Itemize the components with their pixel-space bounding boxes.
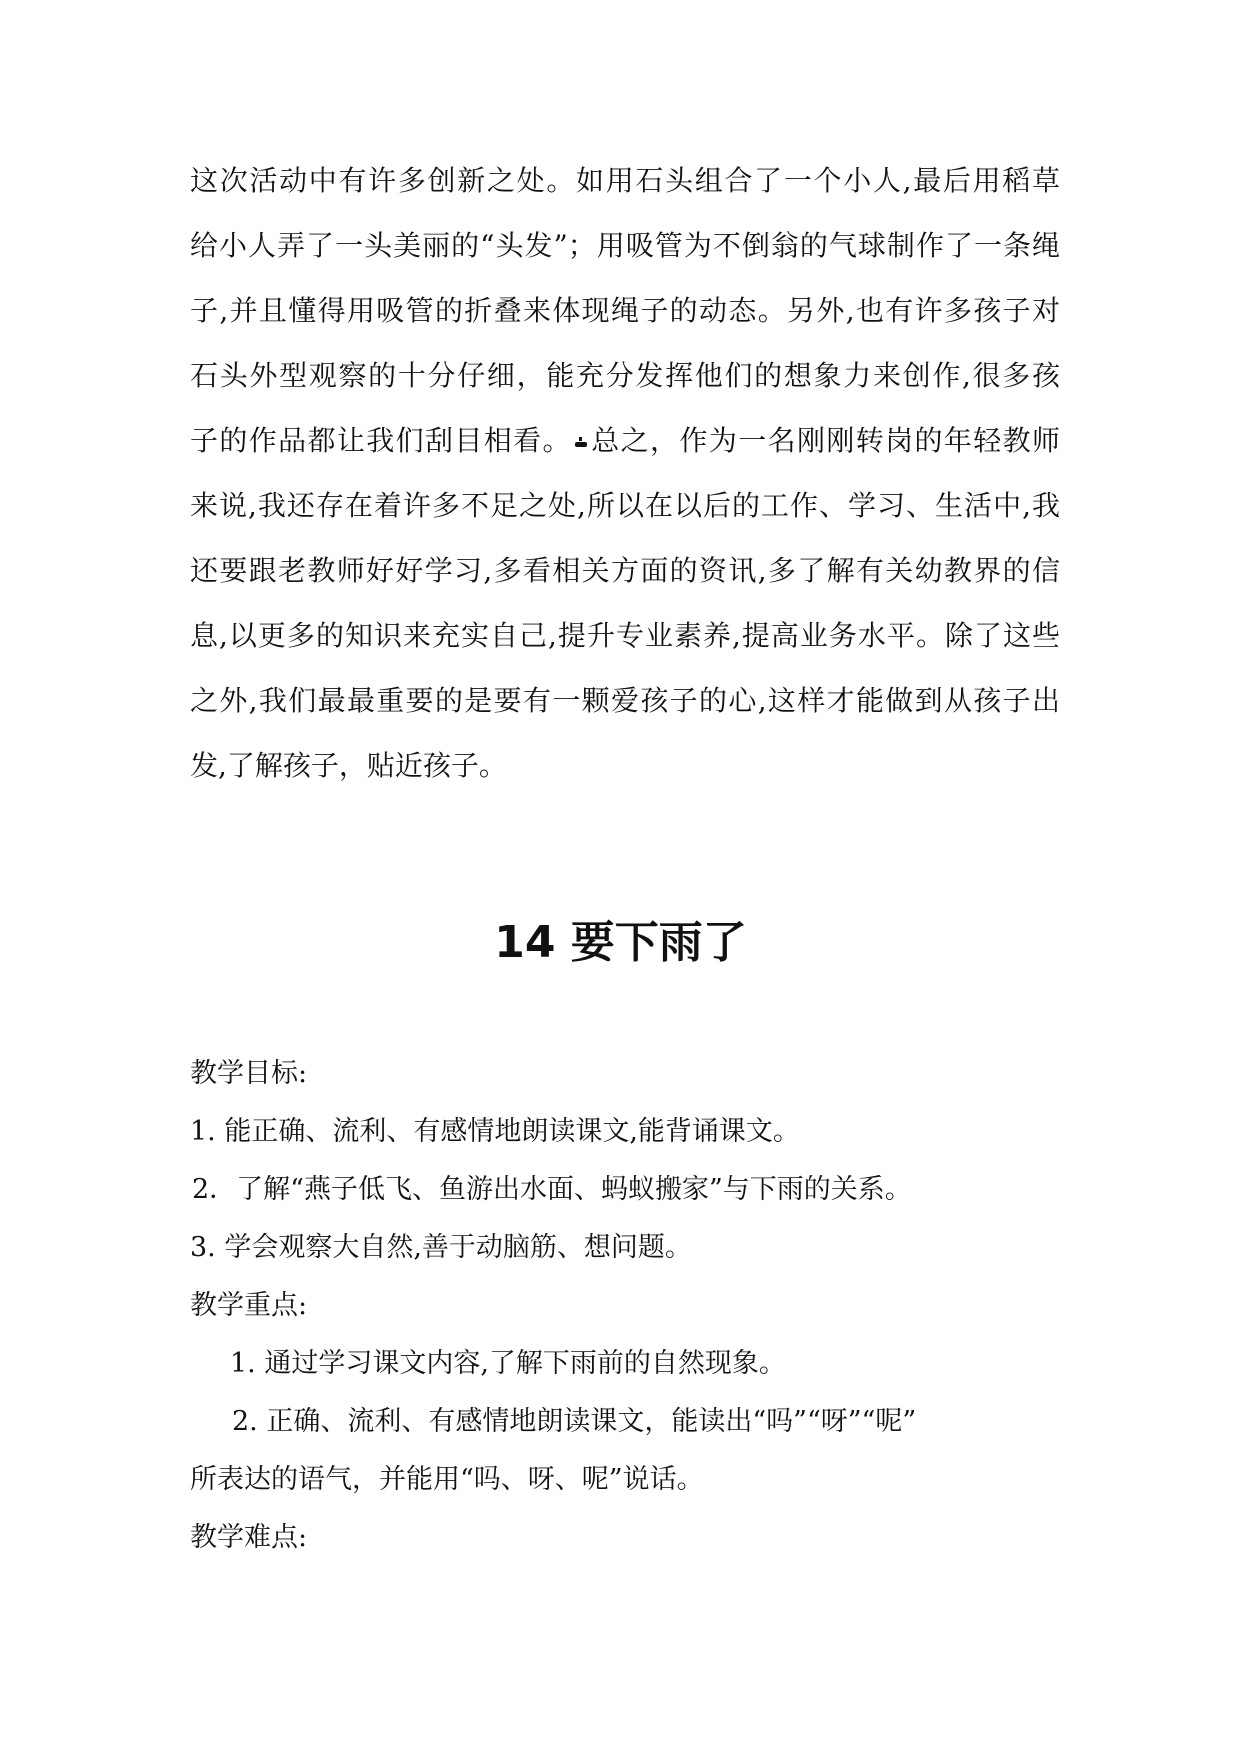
paragraph-marker-icon xyxy=(574,437,588,447)
paragraph-text: 子的作品都让我们刮目相看。 xyxy=(190,424,572,457)
paragraph-line: 还要跟老教师好好学习,多看相关方面的资讯,多了解有关幼教界的信 xyxy=(190,554,1060,587)
paragraph-line: 给小人弄了一头美丽的“头发”；用吸管为不倒翁的气球制作了一条绳 xyxy=(190,229,1060,262)
paragraph-line: 子,并且懂得用吸管的折叠来体现绳子的动态。另外,也有许多孩子对 xyxy=(190,294,1060,327)
paragraph-line xyxy=(190,424,1060,458)
paragraph-line: 之外,我们最最重要的是要有一颗爱孩子的心,这样才能做到从孩子出 xyxy=(190,684,1060,717)
key-point-item: 1. 通过学习课文内容,了解下雨前的自然现象。 xyxy=(230,1348,786,1379)
paragraph-line: 来说,我还存在着许多不足之处,所以在以后的工作、学习、生活中,我 xyxy=(190,489,1060,522)
goal-item: 3. 学会观察大自然,善于动脑筋、想问题。 xyxy=(190,1232,692,1263)
paragraph-text: 总之，作为一名刚刚转岗的年轻教师 xyxy=(589,424,1060,457)
paragraph-line: 这次活动中有许多创新之处。如用石头组合了一个小人,最后用稻草 xyxy=(190,164,1060,197)
paragraph-line: 息,以更多的知识来充实自己,提升专业素养,提高业务水平。除了这些 xyxy=(190,619,1060,652)
lesson-title: 14 要下雨了 xyxy=(494,917,747,968)
key-point-item: 2. 正确、流利、有感情地朗读课文，能读出“吗”“呀”“呢” xyxy=(232,1406,917,1437)
difficulties-heading: 教学难点: xyxy=(190,1522,308,1553)
goal-item: 1. 能正确、流利、有感情地朗读课文,能背诵课文。 xyxy=(190,1116,800,1147)
paragraph-line: 发,了解孩子，贴近孩子。 xyxy=(190,749,507,782)
key-point-continuation: 所表达的语气，并能用“吗、呀、呢”说话。 xyxy=(190,1464,704,1495)
key-points-heading: 教学重点: xyxy=(190,1290,308,1321)
paragraph-line: 石头外型观察的十分仔细，能充分发挥他们的想象力来创作,很多孩 xyxy=(190,359,1060,392)
goals-heading: 教学目标: xyxy=(190,1058,308,1089)
goal-item: 2．了解“燕子低飞、鱼游出水面、蚂蚁搬家”与下雨的关系。 xyxy=(192,1174,912,1205)
